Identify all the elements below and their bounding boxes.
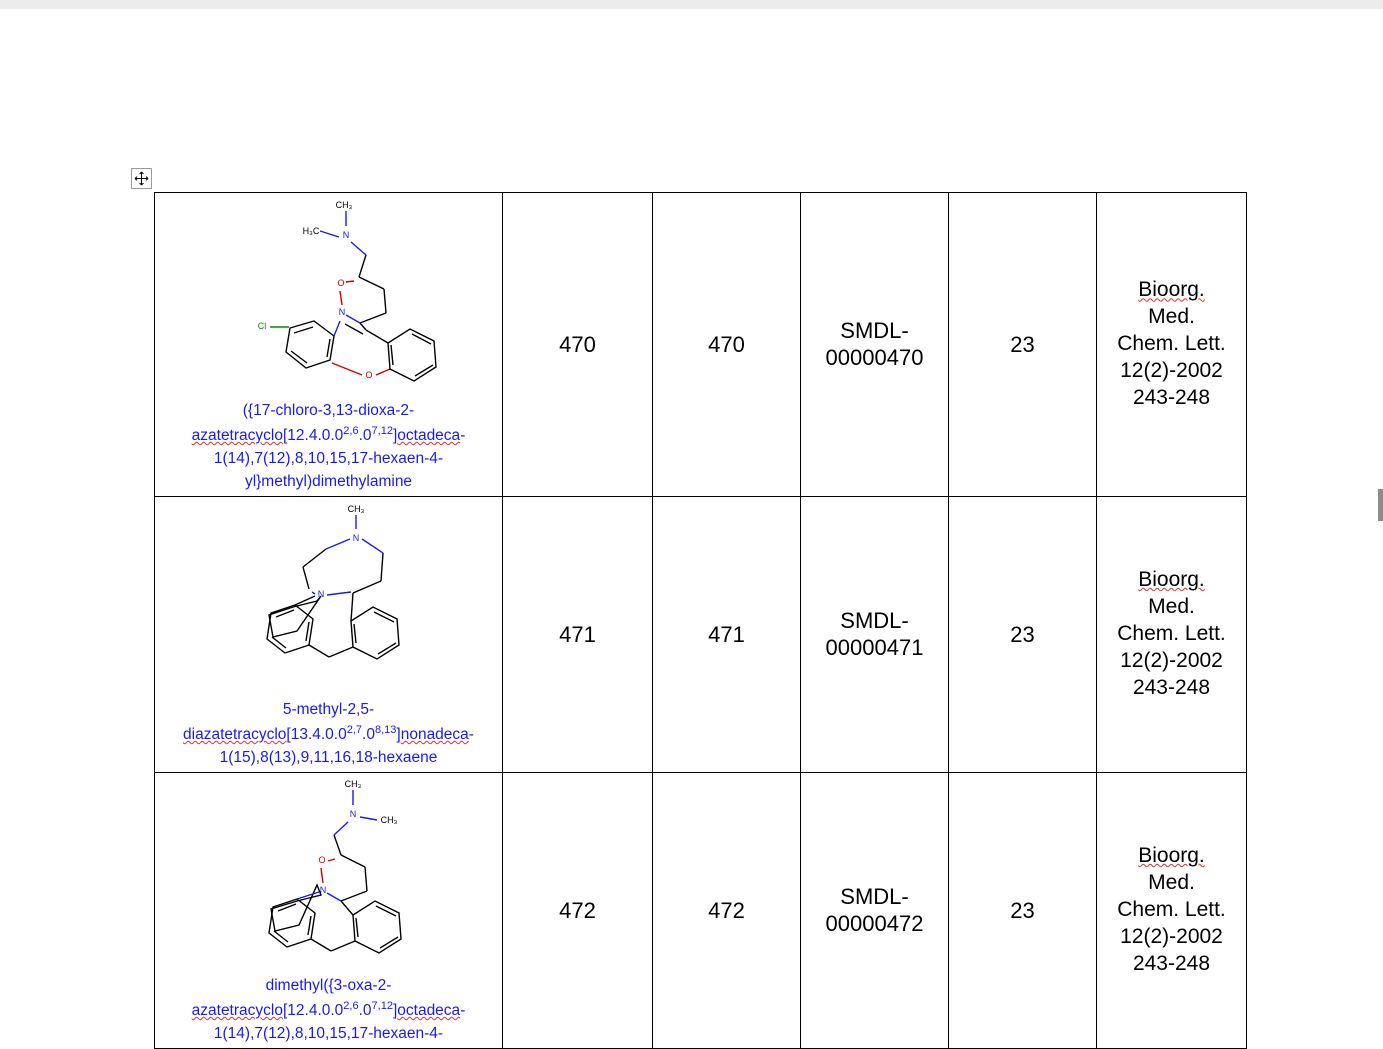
- compound-id-prefix: SMDL-: [840, 318, 909, 344]
- citation-line: 12(2)-2002: [1120, 358, 1223, 382]
- reference-number-cell: 23: [949, 772, 1097, 1048]
- svg-text:O: O: [364, 370, 373, 380]
- svg-text:H₃C: H₃C: [302, 226, 319, 236]
- compound-id-cell: [801, 772, 949, 1048]
- svg-text:CH₃: CH₃: [347, 503, 364, 514]
- citation-line: 243-248: [1132, 385, 1211, 409]
- structure-diagram-methyl-diazatetracyclo-nonadeca: [193, 497, 465, 697]
- table-move-handle[interactable]: [131, 168, 152, 189]
- reference-number-cell: 23: [949, 496, 1097, 772]
- citation-line: Med.: [1148, 871, 1195, 895]
- document-page: [0, 9, 1383, 1042]
- citation-line: 243-248: [1132, 951, 1211, 975]
- svg-text:N: N: [349, 808, 356, 819]
- svg-text:Cl: Cl: [257, 321, 266, 331]
- table-row: [155, 496, 1247, 772]
- citation-line: Chem. Lett.: [1117, 621, 1226, 645]
- compound-id-cell: [801, 496, 949, 772]
- svg-text:N: N: [352, 532, 359, 543]
- reference-number-cell: 23: [949, 193, 1097, 497]
- svg-text:O: O: [317, 854, 326, 865]
- compound-id-prefix: SMDL-: [840, 884, 909, 910]
- citation-cell: [1097, 496, 1247, 772]
- svg-text:N: N: [317, 588, 324, 599]
- table-row: [155, 772, 1247, 1048]
- citation-cell: [1097, 772, 1247, 1048]
- citation-line: Med.: [1148, 595, 1195, 619]
- citation-line: 243-248: [1132, 675, 1211, 699]
- number-cell-1: 472: [503, 772, 653, 1048]
- structure-diagram-chloro-dioxa-azatetracyclo: [194, 193, 464, 398]
- citation-cell: [1097, 193, 1247, 497]
- number-cell-2: 472: [653, 772, 801, 1048]
- number-cell-1: 470: [503, 193, 653, 497]
- compound-id-number: 00000470: [825, 345, 924, 371]
- citation-line: Bioorg.: [1138, 278, 1205, 302]
- compound-id-number: 00000472: [825, 911, 924, 937]
- number-cell-1: 471: [503, 496, 653, 772]
- citation-line: 12(2)-2002: [1120, 648, 1223, 672]
- compound-id-cell: [801, 193, 949, 497]
- citation-line: Chem. Lett.: [1117, 897, 1226, 921]
- citation-line: Chem. Lett.: [1117, 332, 1226, 356]
- svg-text:O: O: [336, 278, 345, 288]
- compound-table: [154, 192, 1247, 1049]
- compound-id-prefix: SMDL-: [840, 608, 909, 634]
- citation-line: Med.: [1148, 305, 1195, 329]
- structure-diagram-dimethyl-oxa-azatetracyclo: [193, 773, 465, 973]
- svg-text:N: N: [319, 884, 326, 895]
- iupac-name-link[interactable]: 5-methyl-2,5-diazatetracyclo[13.4.0.0$^{2,7}$.0$^{8,13}$]nonadeca-1(15),8(13),9,11,16,18-hexaene: [183, 700, 474, 766]
- structure-cell: [155, 772, 503, 1048]
- svg-text:CH₃: CH₃: [335, 200, 352, 210]
- iupac-name-link[interactable]: dimethyl({3-oxa-2-azatetracyclo[12.4.0.0$^{2,6}$.0$^{7,12}$]octadeca-1(14),7(12),8,10,15,17-hexaen-4-: [191, 976, 466, 1042]
- svg-text:CH₃: CH₃: [344, 778, 361, 789]
- svg-text:CH₃: CH₃: [380, 814, 397, 825]
- iupac-name-link[interactable]: ({17-chloro-3,13-dioxa-2-azatetracyclo[12.4.0.0$^{2,6}$.0$^{7,12}$]octadeca-1(14),7(12),8,10,15,17-hexaen-4-yl}methyl)dimethylamine: [191, 402, 466, 490]
- svg-text:N: N: [342, 230, 349, 240]
- table-row: [155, 193, 1247, 497]
- citation-line: 12(2)-2002: [1120, 924, 1223, 948]
- svg-text:N: N: [338, 307, 345, 317]
- structure-cell: [155, 193, 503, 497]
- compound-id-number: 00000471: [825, 635, 924, 661]
- citation-line: Bioorg.: [1138, 844, 1205, 868]
- number-cell-2: 471: [653, 496, 801, 772]
- move-cross-icon: [134, 171, 149, 186]
- scrollbar-thumb[interactable]: [1378, 489, 1383, 521]
- citation-line: Bioorg.: [1138, 568, 1205, 592]
- structure-cell: [155, 496, 503, 772]
- number-cell-2: 470: [653, 193, 801, 497]
